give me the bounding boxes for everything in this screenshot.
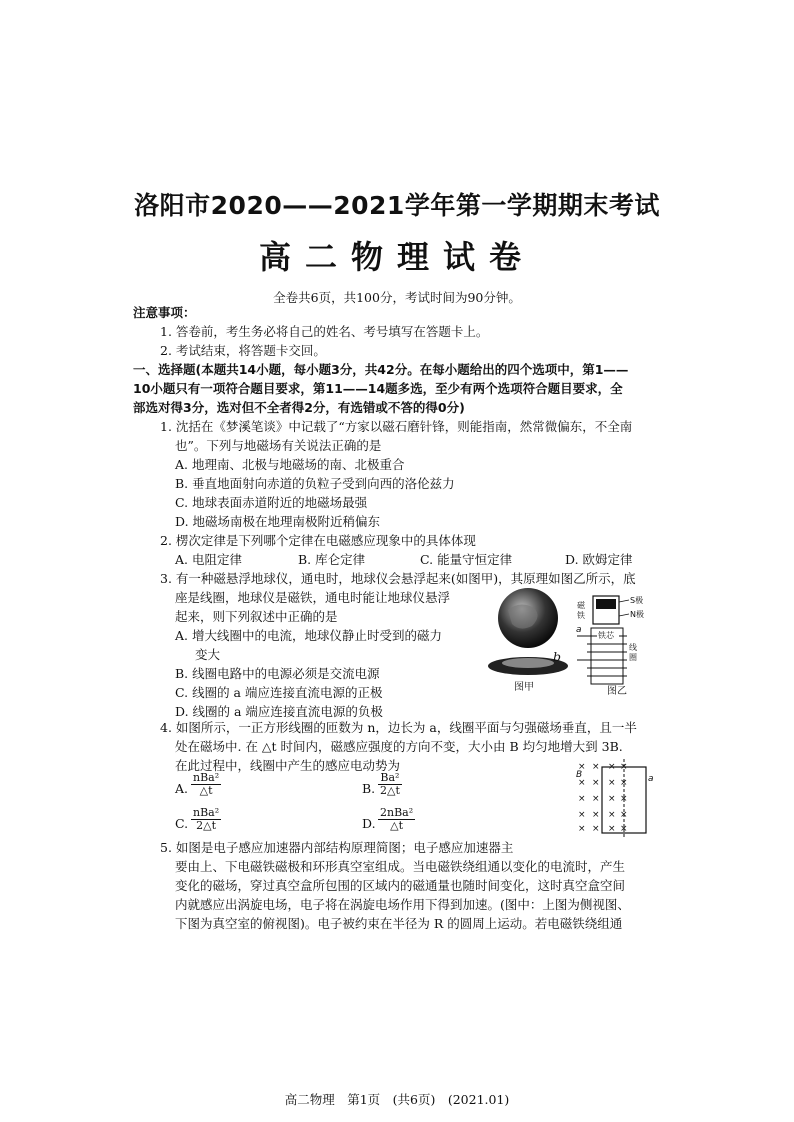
exam-info: 全卷共6页，共100分，考试时间为90分钟。 (273, 290, 521, 305)
fraction-numerator: Ba² (378, 772, 402, 785)
q4-option-c-fraction (191, 807, 221, 832)
label-ci: 磁 (577, 601, 585, 610)
field-cross-icon: × (620, 810, 628, 820)
field-cross-icon: × (608, 778, 616, 788)
q4-option-b-fraction (378, 772, 402, 797)
notice-heading: 注意事项： (133, 305, 196, 320)
q1-stem: 1. 沈括在《梦溪笔谈》中记载了“方家以磁石磨针锋，则能指南，然常微偏东，不全南 (160, 419, 633, 434)
q3-option: A. 增大线圈中的电流，地球仪静止时受到的磁力 (175, 628, 442, 643)
field-cross-icon: × (620, 762, 628, 772)
field-cross-icon: × (620, 778, 628, 788)
q2-option: C. 能量守恒定律 (420, 552, 513, 567)
fraction-denominator: 2△t (380, 784, 400, 797)
q5-stem: 5. 如图是电子感应加速器内部结构原理简图；电子感应加速器主 (160, 840, 514, 855)
label-xian: 线 (629, 643, 637, 652)
q5-stem: 内就感应出涡旋电场，电子将在涡旋电场作用下得到加速。(图中：上图为侧视图、 (175, 897, 630, 912)
figure-jia-label: 图甲 (514, 682, 534, 693)
figure-q4 (566, 757, 656, 837)
field-cross-icon: × (578, 762, 586, 772)
q4-option-letter: C. (175, 816, 189, 831)
q3-stem: 3. 有一种磁悬浮地球仪，通电时，地球仪会悬浮起来(如图甲)，其原理如图乙所示，底 (160, 571, 636, 586)
q4-option-a-fraction (191, 772, 221, 797)
field-cross-icon: × (620, 824, 628, 834)
q3-option: 变大 (195, 647, 221, 662)
exam-subtitle: 高二物理试卷 (258, 238, 535, 276)
q1-option: B. 垂直地面射向赤道的负粒子受到向西的洛伦兹力 (175, 476, 455, 491)
field-cross-icon: × (608, 810, 616, 820)
fraction-denominator: △t (390, 819, 404, 832)
label-tiexin: 铁芯 (598, 631, 614, 640)
q4-option-d-fraction (378, 807, 415, 832)
q4-stem: 处在磁场中. 在 △t 时间内，磁感应强度的方向不变，大小由 B 均匀地增大到 3B. (175, 739, 623, 754)
field-cross-icon: × (592, 794, 600, 804)
q1-option: C. 地球表面赤道附近的地磁场最强 (175, 495, 368, 510)
q1-stem: 也”。下列与地磁场有关说法正确的是 (175, 438, 382, 453)
field-cross-icon: × (578, 810, 586, 820)
fraction-denominator: 2△t (196, 819, 217, 832)
label-s-pole: S极 (630, 596, 644, 605)
field-cross-icon: × (608, 762, 616, 772)
field-cross-icon: × (592, 778, 600, 788)
field-cross-icon: × (578, 794, 586, 804)
q4-stem: 4. 如图所示，一正方形线圈的匝数为 n，边长为 a，线圈平面与匀强磁场垂直，且一半 (160, 720, 637, 735)
field-cross-icon: × (578, 778, 586, 788)
figure-jia (482, 586, 574, 696)
section-line: 10小题只有一项符合题目要求，第11——14题多选，至少有两个选项符合题目要求，全 (133, 381, 623, 396)
q3-option: B. 线圈电路中的电源必须是交流电源 (175, 666, 380, 681)
page-footer: 高二物理 第1页 (共6页) (2021.01) (284, 1092, 510, 1107)
q3-stem: 起来，则下列叙述中正确的是 (175, 609, 338, 624)
section-line: 部选对得3分，选对但不全者得2分，有选错或不答的得0分) (133, 400, 465, 415)
q1-option: D. 地磁场南极在地理南极附近稍偏东 (175, 514, 381, 529)
label-n-pole: N极 (630, 610, 644, 619)
field-cross-icon: × (592, 762, 600, 772)
q4-option-letter: A. (175, 781, 189, 796)
q5-stem: 变化的磁场，穿过真空盒所包围的区域内的磁通量也随时间变化，这时真空盒空间 (175, 878, 626, 893)
exam-title: 洛阳市2020——2021学年第一学期期末考试 (134, 191, 660, 220)
q1-option: A. 地理南、北极与地磁场的南、北极重合 (175, 457, 405, 472)
fraction-numerator: 2nBa² (380, 806, 414, 819)
figure-yi-label: 图乙 (607, 686, 627, 697)
field-cross-icon: × (592, 810, 600, 820)
field-cross-icon: × (608, 794, 616, 804)
section-line: 一、选择题(本题共14小题，每小题3分，共42分。在每小题给出的四个选项中，第1—— (133, 362, 629, 377)
q5-stem: 下图为真空室的俯视图)。电子被约束在半径为 R 的圆周上运动。若电磁铁绕组通 (175, 916, 623, 931)
q2-option: D. 欧姆定律 (565, 552, 633, 567)
q3-stem: 座是线圈，地球仪是磁铁，通电时能让地球仪悬浮 (175, 590, 451, 605)
figure-yi (577, 590, 687, 698)
q2-stem: 2. 楞次定律是下列哪个定律在电磁感应现象中的具体体现 (160, 533, 476, 548)
fraction-numerator: nBa² (193, 771, 220, 784)
q2-option: B. 库仑定律 (298, 552, 366, 567)
label-B: B (576, 770, 583, 780)
label-tie: 铁 (577, 611, 585, 620)
q3-option: C. 线圈的 a 端应连接直流电源的正极 (175, 685, 383, 700)
field-cross-icon: × (608, 824, 616, 834)
q3-option: D. 线圈的 a 端应连接直流电源的负极 (175, 704, 383, 719)
q4-option-letter: D. (362, 816, 376, 831)
fraction-denominator: △t (199, 784, 213, 797)
fraction-numerator: nBa² (193, 806, 220, 819)
q5-stem: 要由上、下电磁铁磁极和环形真空室组成。当电磁铁绕组通以变化的电流时，产生 (175, 859, 626, 874)
label-quan: 圈 (629, 653, 637, 662)
field-cross-icon: × (578, 824, 586, 834)
notice-item: 1. 答卷前，考生务必将自己的姓名、考号填写在答题卡上。 (160, 324, 489, 339)
q4-option-letter: B. (362, 781, 376, 796)
q4-stem: 在此过程中，线圈中产生的感应电动势为 (175, 758, 401, 773)
label-a-side: a (648, 774, 654, 784)
notice-item: 2. 考试结束，将答题卡交回。 (160, 343, 326, 358)
field-cross-icon: × (620, 794, 628, 804)
field-cross-icon: × (592, 824, 600, 834)
label-a-end: a (576, 625, 582, 635)
label-b-end: b (553, 649, 562, 664)
q2-option: A. 电阻定律 (175, 552, 242, 567)
